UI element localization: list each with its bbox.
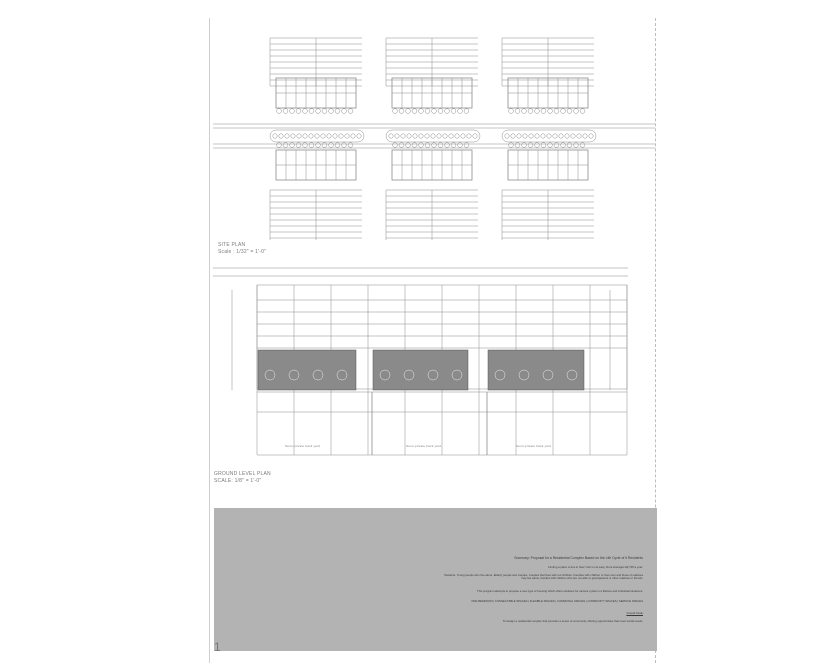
yard-label-2: Semi-private back yard <box>406 444 442 448</box>
site-block <box>386 143 478 240</box>
site-plan-scale: Scale : 1/32" = 1'-0" <box>218 249 267 255</box>
ground-plan-scale: SCALE: 1/8" = 1'-0" <box>214 478 262 484</box>
site-block <box>270 38 362 113</box>
site-block <box>502 38 594 113</box>
site-plan <box>270 38 594 240</box>
yard-label-1: Semi-private back yard <box>285 444 321 448</box>
summary-paragraph-3: This program attempts to propose a new type of housing which offers solutions for various cycles in a lifetime and individual situations. <box>477 589 643 593</box>
site-block <box>502 143 594 240</box>
site-plan-title: SITE PLAN <box>218 242 246 248</box>
ground-plan-title: GROUND LEVEL PLAN <box>214 471 271 477</box>
summary-paragraph-6: To design a residential complex that provides a sense of community offering opportunities that meet social needs. <box>502 619 643 623</box>
summary-panel <box>214 508 657 651</box>
summary-paragraph-5: Overall Scale <box>626 611 643 615</box>
yard-label-3: Semi-private back yard <box>516 444 552 448</box>
road <box>213 124 655 148</box>
site-block <box>270 143 362 240</box>
page-number: 1 <box>214 640 221 654</box>
summary-paragraph-4: ONE BEDROOM | CONNECTABLE SPACES | FLEXIBLE SPACES | COMMUNAL SPACES | COMMUNITY SPACES | SERVICE SPACES <box>471 599 643 603</box>
summary-paragraph-1: Finding a place to live in New York is not easy. Rent averages $2,795 a year. <box>548 565 643 569</box>
summary-title: Summary: Proposal for a Residential Complex Based on the Life Cycle of it Residents <box>514 556 643 560</box>
site-block <box>386 38 478 113</box>
ground-level-plan <box>213 268 628 455</box>
summary-paragraph-2: Students, Young people who live alone, Elderly people and couples, Couples that lives with out children, Families with children or their own and those of relatives may live alone, families with children who are not able to grandparents or other relatives or friends. <box>444 573 643 581</box>
